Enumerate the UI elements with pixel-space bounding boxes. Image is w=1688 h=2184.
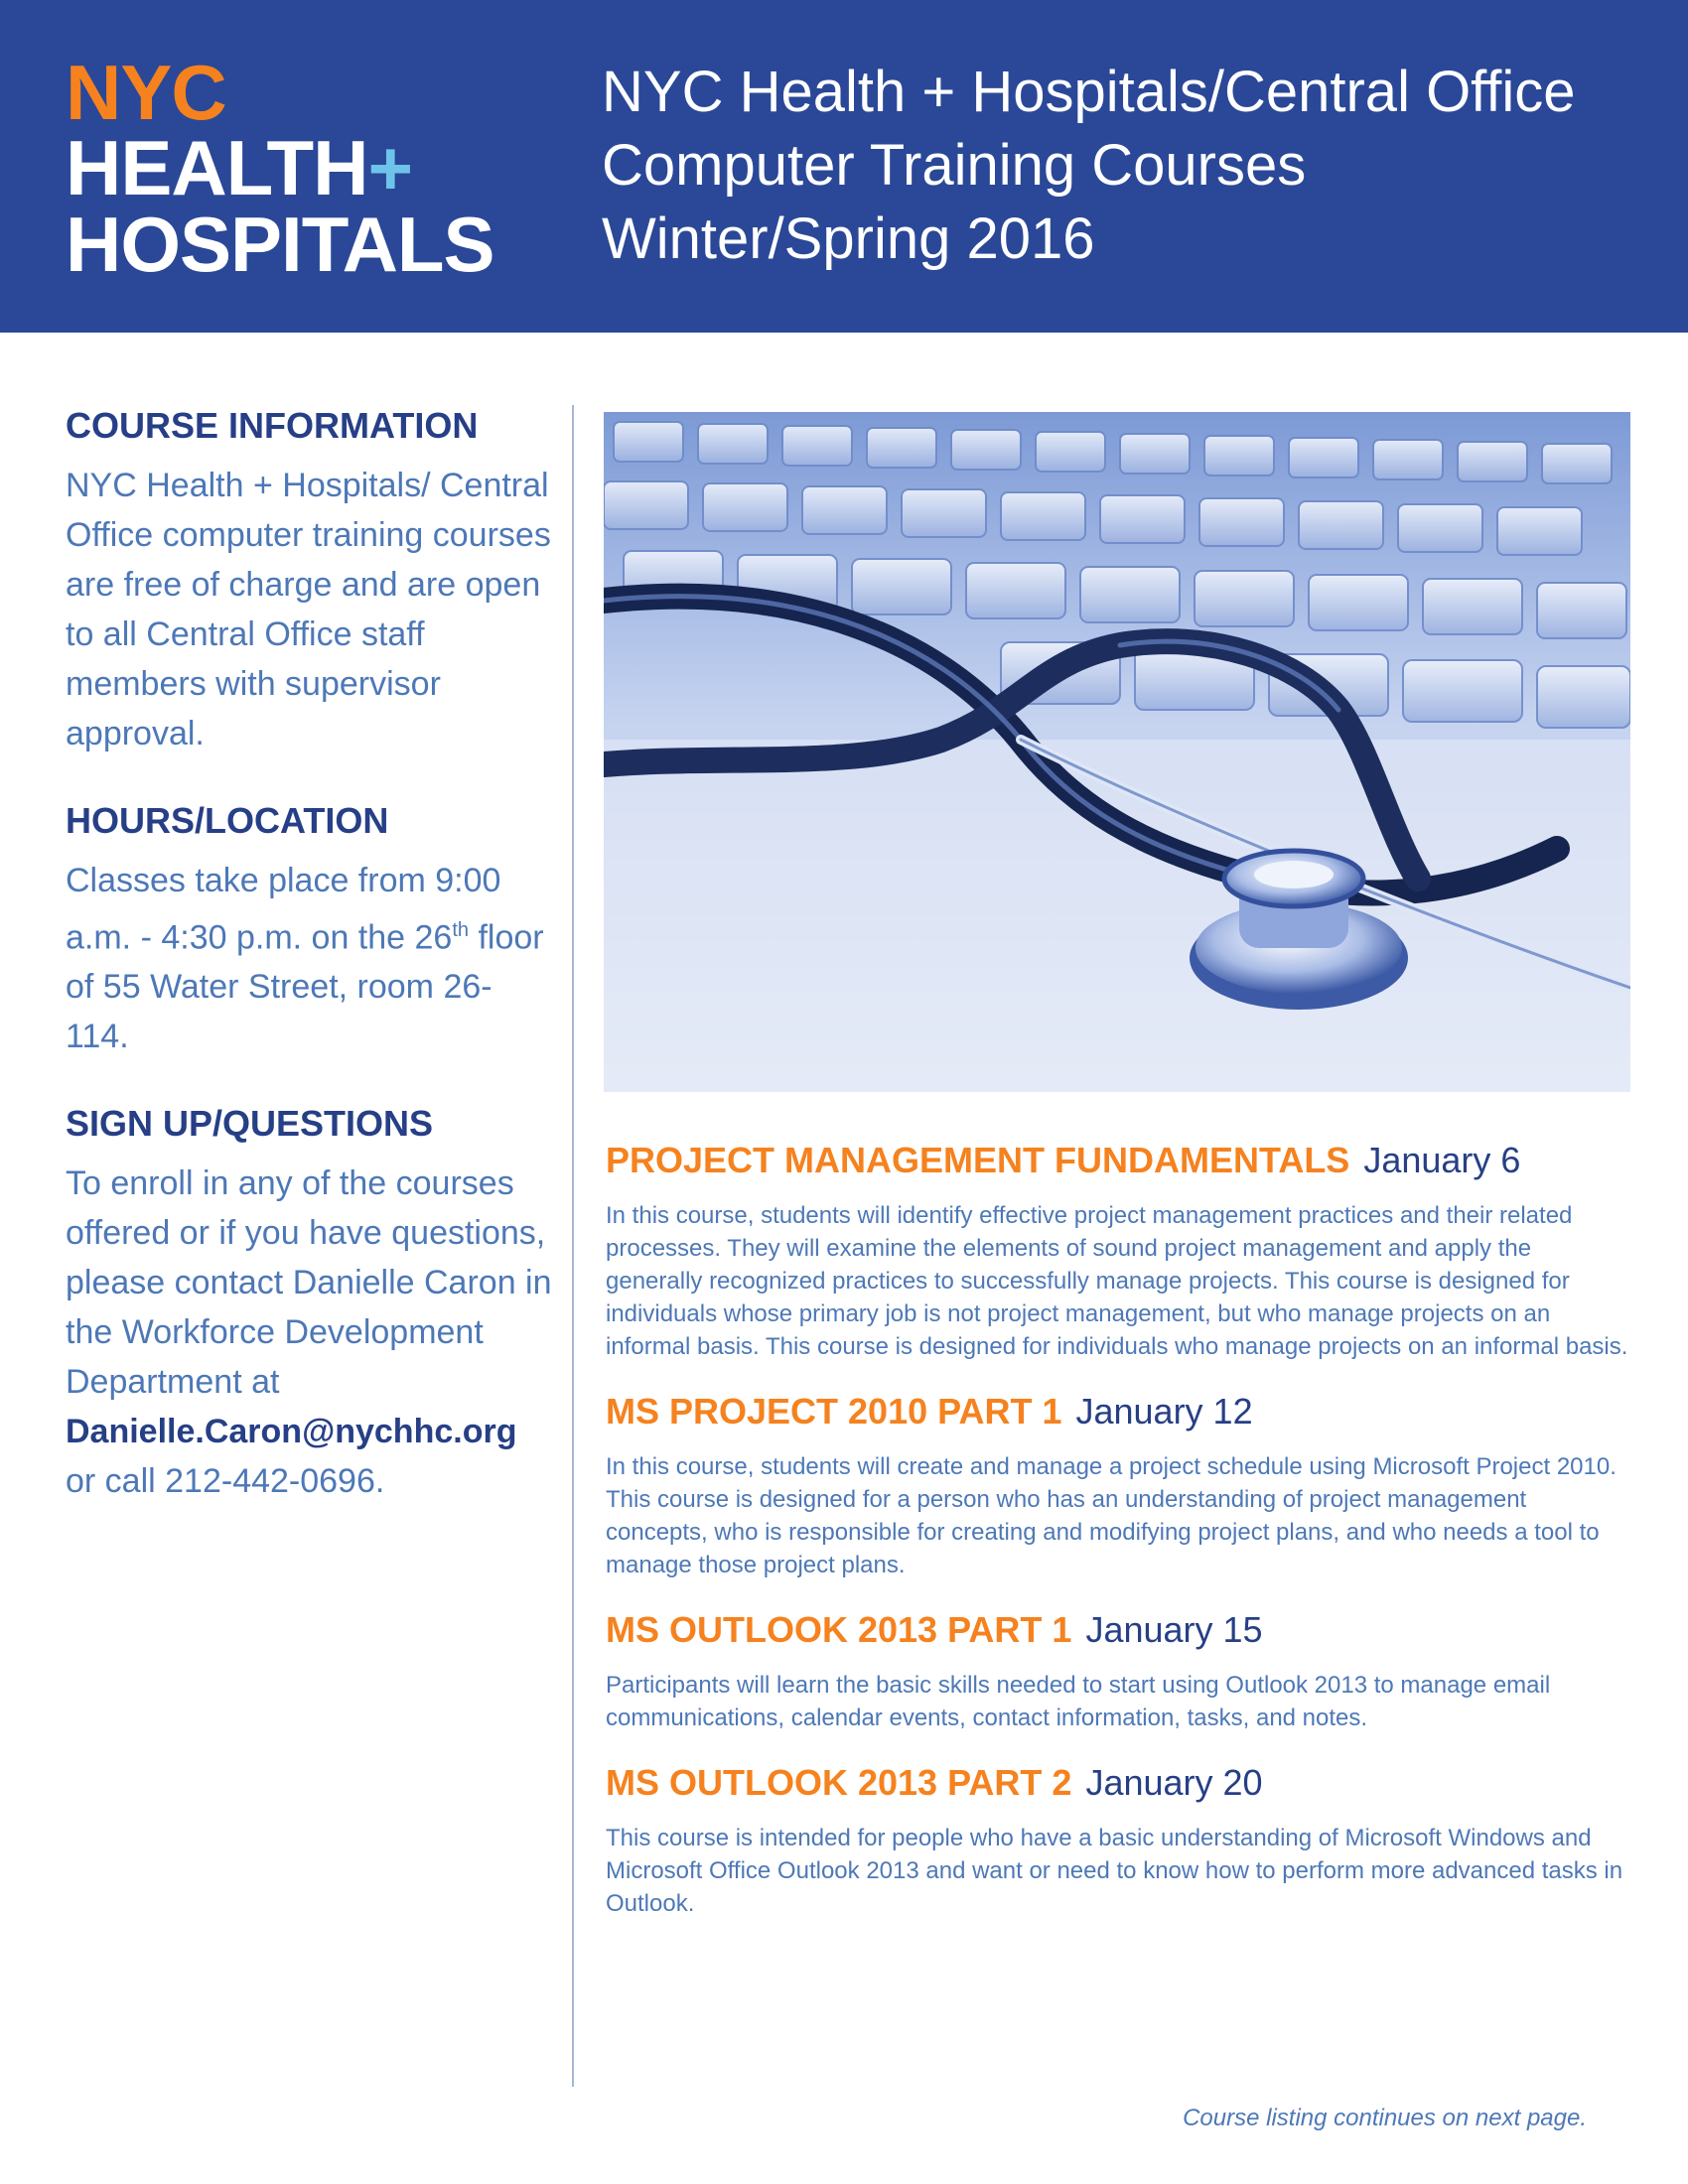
title-line-1: NYC Health + Hospitals/Central Office bbox=[602, 60, 1576, 124]
nyc-health-hospitals-logo bbox=[66, 49, 494, 288]
hours-heading: HOURS/LOCATION bbox=[66, 800, 389, 841]
logo-health: HEALTH+ bbox=[66, 124, 413, 212]
course-item bbox=[606, 1140, 1628, 1363]
course-date: January 15 bbox=[1085, 1609, 1263, 1650]
course-title: MS OUTLOOK 2013 PART 1 bbox=[606, 1609, 1072, 1650]
logo-hospitals: HOSPITALS bbox=[66, 200, 494, 288]
sidebar-info bbox=[66, 405, 552, 1506]
hours-text: Classes take place from 9:00 a.m. - 4:30 p.m. on the 26th floor of 55 Water Street, room 26-114. bbox=[66, 862, 544, 1056]
course-date: January 6 bbox=[1363, 1140, 1521, 1180]
course-info-text: NYC Health + Hospitals/ Central Office computer training courses are free of charge and are open to all Central Office staff members with supervisor approval. bbox=[66, 467, 551, 752]
course-date: January 20 bbox=[1085, 1762, 1263, 1803]
course-item bbox=[606, 1391, 1628, 1581]
course-info-heading: COURSE INFORMATION bbox=[66, 405, 479, 446]
title-line-2: Computer Training Courses bbox=[602, 133, 1307, 198]
course-description: In this course, students will create and manage a project schedule using Microsoft Project 2010. This course is designed for a person who has an understanding of project management concepts, who is responsible for creating and modifying project plans, and who needs a tool to manage those project plans. bbox=[606, 1453, 1617, 1578]
stethoscope-keyboard-photo bbox=[604, 412, 1630, 1092]
course-title: MS PROJECT 2010 PART 1 bbox=[606, 1391, 1062, 1432]
course-title: MS OUTLOOK 2013 PART 2 bbox=[606, 1762, 1072, 1803]
course-description: Participants will learn the basic skills needed to start using Outlook 2013 to manage email communications, calendar events, contact information, tasks, and notes. bbox=[606, 1672, 1551, 1731]
logo-nyc: NYC bbox=[66, 49, 226, 136]
header-banner bbox=[0, 0, 1688, 333]
course-date: January 12 bbox=[1075, 1391, 1253, 1432]
title-line-3: Winter/Spring 2016 bbox=[602, 206, 1095, 271]
course-description: This course is intended for people who have a basic understanding of Microsoft Windows and Microsoft Office Outlook 2013 and want or need to know how to perform more advanced tasks in Outlook. bbox=[606, 1825, 1623, 1917]
hours-superscript: th bbox=[452, 919, 470, 941]
course-item bbox=[606, 1609, 1628, 1734]
column-divider bbox=[572, 405, 574, 2087]
signup-text: To enroll in any of the courses offered or if you have questions, please contact Danielle Caron in the Workforce Development Department at Danielle.Caron@nychhc.org or call 212-442-0696. bbox=[66, 1164, 552, 1501]
logo-plus: + bbox=[367, 124, 413, 212]
course-list bbox=[606, 1140, 1628, 1948]
continuation-note: Course listing continues on next page. bbox=[1183, 2105, 1587, 2131]
course-item bbox=[606, 1762, 1628, 1920]
course-title: PROJECT MANAGEMENT FUNDAMENTALS bbox=[606, 1140, 1350, 1180]
contact-email-link[interactable]: Danielle.Caron@nychhc.org bbox=[66, 1413, 517, 1451]
course-description: In this course, students will identify effective project management practices and their related processes. They will examine the elements of sound project management and apply the generally recognized practices to successfully manage projects. This course is designed for individuals whose primary job is not project management, but who manage projects on an informal basis. This course is designed for individuals who manage projects on an informal basis. bbox=[606, 1202, 1628, 1360]
page-title bbox=[602, 56, 1576, 276]
signup-heading: SIGN UP/QUESTIONS bbox=[66, 1103, 434, 1145]
